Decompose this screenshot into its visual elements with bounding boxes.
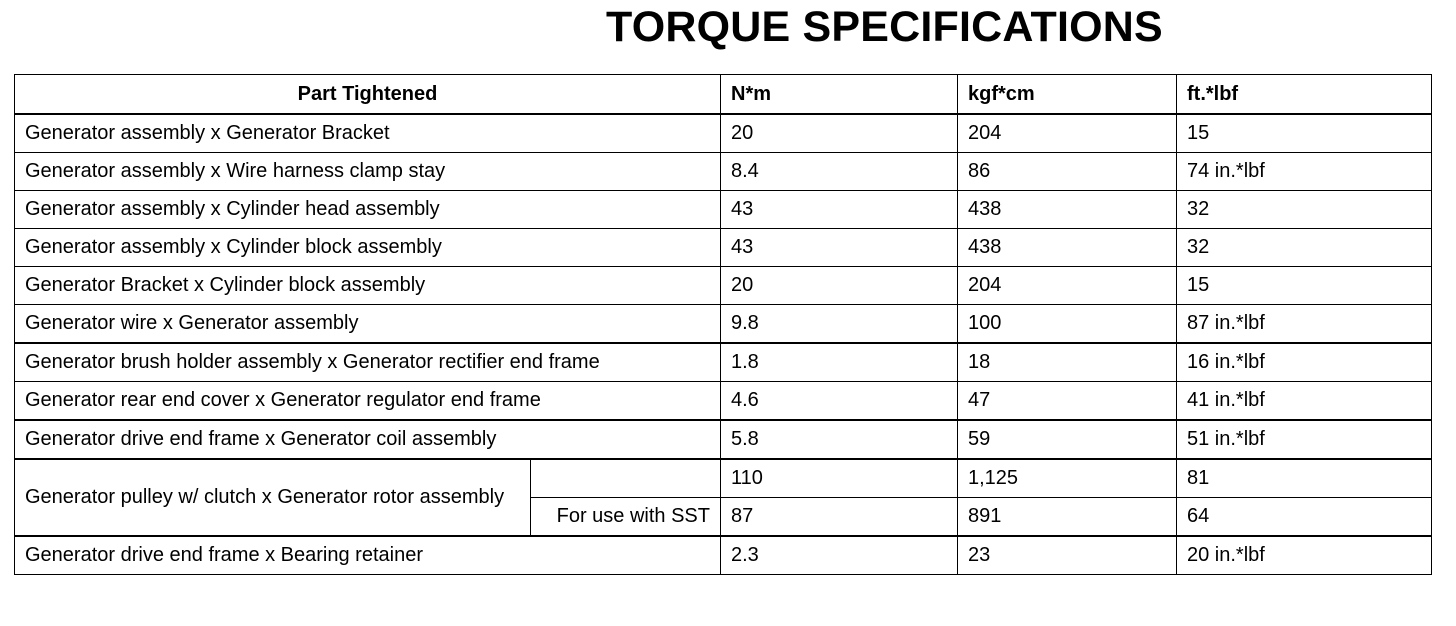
table-row	[15, 114, 1432, 153]
cell-part: Generator wire x Generator assembly	[15, 305, 721, 344]
page-title: TORQUE SPECIFICATIONS	[606, 3, 1163, 51]
cell-ft-lbf: 32	[1177, 191, 1432, 229]
cell-ft-lbf: 51 in.*lbf	[1177, 420, 1432, 459]
cell-kgf-cm: 438	[958, 191, 1177, 229]
cell-ft-lbf: 16 in.*lbf	[1177, 343, 1432, 382]
cell-ft-lbf: 41 in.*lbf	[1177, 382, 1432, 421]
cell-nm: 43	[721, 229, 958, 267]
header-nm: N*m	[721, 75, 958, 115]
table-row	[15, 305, 1432, 344]
cell-nm: 20	[721, 114, 958, 153]
cell-kgf-cm: 47	[958, 382, 1177, 421]
cell-kgf-cm: 23	[958, 536, 1177, 575]
cell-part: Generator assembly x Wire harness clamp stay	[15, 153, 721, 191]
table-row	[15, 382, 1432, 421]
cell-part: Generator assembly x Cylinder head assembly	[15, 191, 721, 229]
cell-part: Generator drive end frame x Generator coil assembly	[15, 420, 721, 459]
table-row	[15, 536, 1432, 575]
cell-ft-lbf: 20 in.*lbf	[1177, 536, 1432, 575]
cell-ft-lbf: 81	[1177, 459, 1432, 498]
cell-kgf-cm: 438	[958, 229, 1177, 267]
torque-spec-table	[14, 74, 1432, 575]
cell-nm: 5.8	[721, 420, 958, 459]
cell-nm: 1.8	[721, 343, 958, 382]
cell-kgf-cm: 204	[958, 114, 1177, 153]
cell-kgf-cm: 100	[958, 305, 1177, 344]
cell-part: Generator rear end cover x Generator regulator end frame	[15, 382, 721, 421]
cell-part: Generator Bracket x Cylinder block assembly	[15, 267, 721, 305]
cell-kgf-cm: 891	[958, 498, 1177, 537]
cell-sub-condition: For use with SST	[531, 498, 721, 537]
cell-part: Generator assembly x Generator Bracket	[15, 114, 721, 153]
cell-ft-lbf: 32	[1177, 229, 1432, 267]
cell-sub-condition	[531, 459, 721, 498]
table-row	[15, 229, 1432, 267]
table-header-row	[15, 75, 1432, 115]
table-row	[15, 153, 1432, 191]
cell-nm: 2.3	[721, 536, 958, 575]
cell-kgf-cm: 86	[958, 153, 1177, 191]
cell-kgf-cm: 18	[958, 343, 1177, 382]
cell-kgf-cm: 204	[958, 267, 1177, 305]
cell-nm: 20	[721, 267, 958, 305]
cell-nm: 8.4	[721, 153, 958, 191]
table-row-pulley	[15, 459, 1432, 498]
cell-nm: 43	[721, 191, 958, 229]
cell-nm: 4.6	[721, 382, 958, 421]
cell-ft-lbf: 64	[1177, 498, 1432, 537]
cell-part: Generator drive end frame x Bearing retainer	[15, 536, 721, 575]
cell-ft-lbf: 15	[1177, 114, 1432, 153]
table-row	[15, 343, 1432, 382]
header-kgf-cm: kgf*cm	[958, 75, 1177, 115]
cell-ft-lbf: 15	[1177, 267, 1432, 305]
cell-kgf-cm: 59	[958, 420, 1177, 459]
cell-part: Generator brush holder assembly x Generator rectifier end frame	[15, 343, 721, 382]
header-ft-lbf: ft.*lbf	[1177, 75, 1432, 115]
cell-nm: 110	[721, 459, 958, 498]
cell-nm: 9.8	[721, 305, 958, 344]
header-part-tightened: Part Tightened	[15, 75, 721, 115]
cell-ft-lbf: 87 in.*lbf	[1177, 305, 1432, 344]
table-row	[15, 267, 1432, 305]
cell-ft-lbf: 74 in.*lbf	[1177, 153, 1432, 191]
table-row	[15, 191, 1432, 229]
cell-part: Generator pulley w/ clutch x Generator rotor assembly	[15, 459, 531, 536]
table-row	[15, 420, 1432, 459]
cell-part: Generator assembly x Cylinder block assembly	[15, 229, 721, 267]
cell-kgf-cm: 1,125	[958, 459, 1177, 498]
cell-nm: 87	[721, 498, 958, 537]
